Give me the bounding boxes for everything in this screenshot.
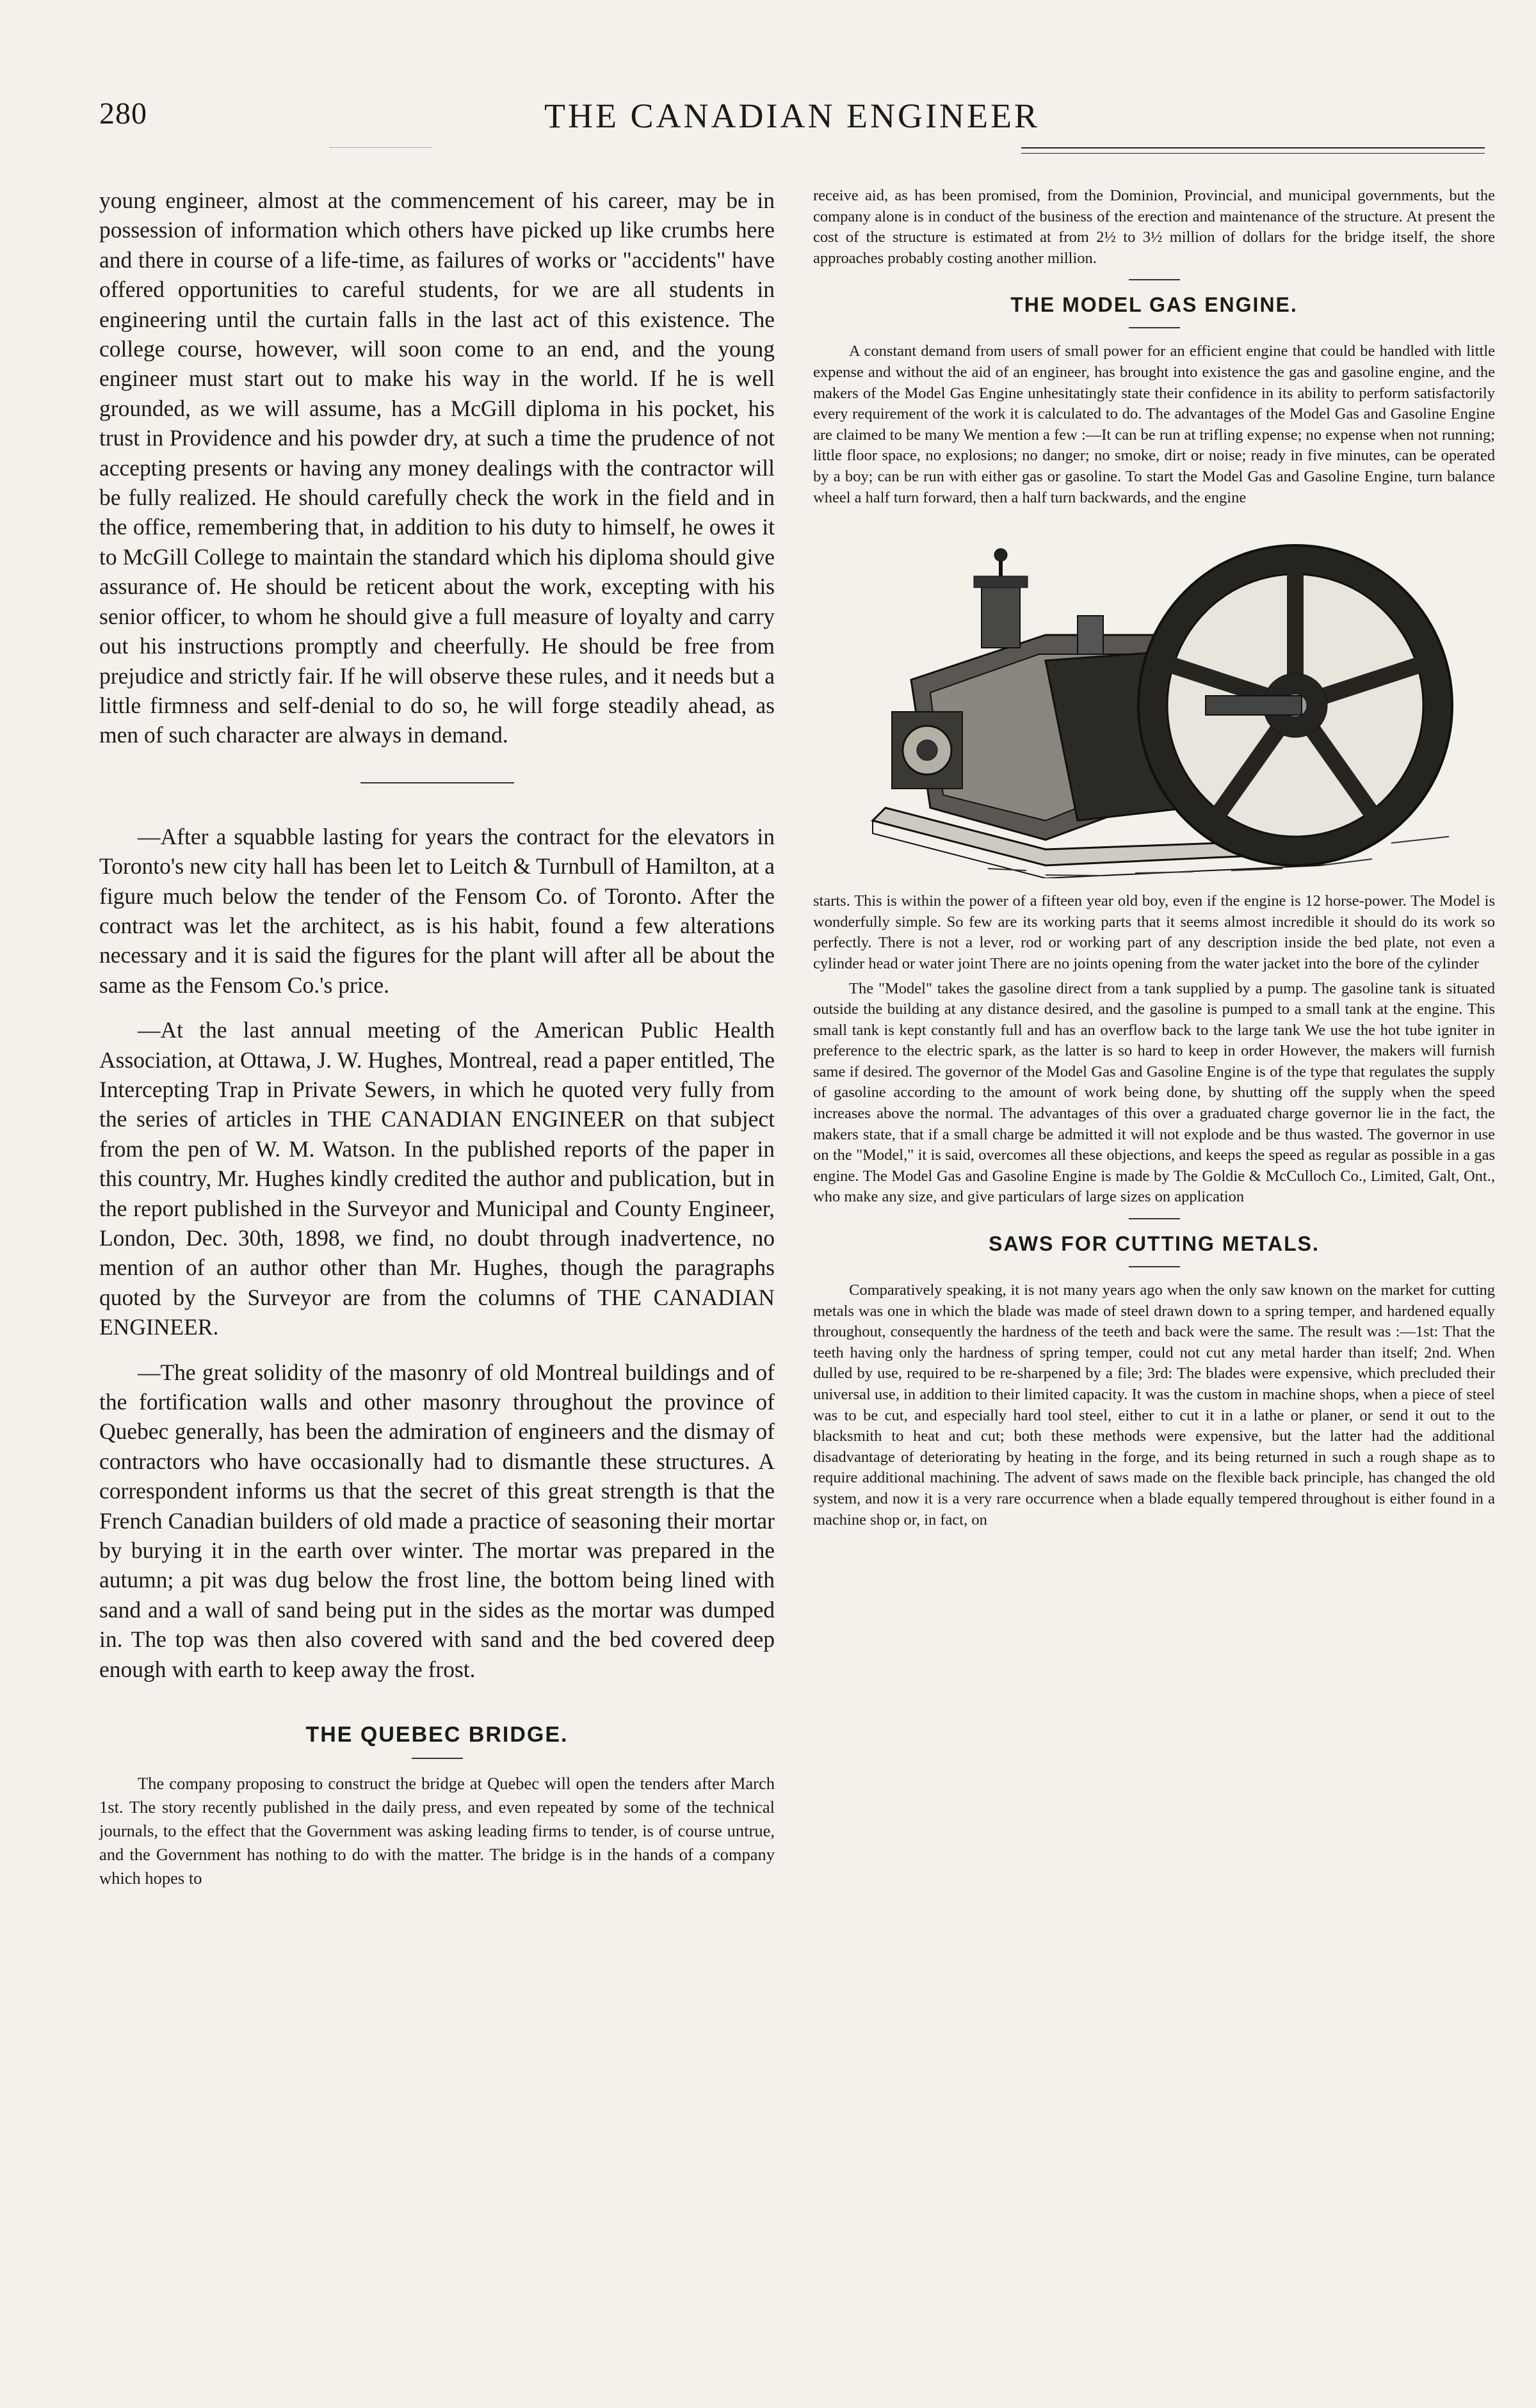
- section-divider: [1129, 279, 1180, 280]
- saws-paragraph: Comparatively speaking, it is not many years ago when the only saw known on the market for cutting metals was one in which the blade was made of steel drawn down to a spring temper, and hardened equally throughout, consequently the hardness of the teeth and back were the same. The result was :—1st: That the teeth having only the hardness of spring temper, could not cut any metal harder than itself; 2nd. When dulled by use, required to be re-sharpened by a file; 3rd: The blades were expensive, which precluded their universal use, in addition to their limited capacity. It was the custom in machine shops, when a piece of steel was to be cut, and especially hard tool steel, either to cut it in a lathe or planer, or send it out to the blacksmith to heat and cut; both these methods were expensive, but the latter had the additional disadvantage of deteriorating by heating in the forge, and its being returned in such a rough shape as to require additional machining. The advent of saws made on the flexible back principle, has changed the old system, and now it is a very rare occurrence when a blade equally tempered throughout is either found in a machine shop or, in fact, on: [813, 1281, 1495, 1529]
- quebec-bridge-article: [99, 1722, 775, 1890]
- model-gas-paragraph: A constant demand from users of small power for an efficient engine that could be handled with little expense and without the aid of an engineer, has brought into existence the gas and gasoline engine, and the makers of the Model Gas Engine unhesitatingly state their confidence in its ability to perform satisfactorily every requirement of the work it is calculated to do. The advantages of the Model Gas and Gasoline Engine are claimed to be many We mention a few :—It can be run at trifling expense; no expense when not running; little floor space, no explosions; no danger; no smoke, dirt or noise; ready in five minutes, can be operated by a boy; can be run with either gas or gasoline. To start the Model Gas and Gasoline Engine, turn balance wheel a half turn forward, then a half turn backwards, and the engine: [813, 342, 1495, 506]
- model-gas-paragraph: starts. This is within the power of a fifteen year old boy, even if the engine is 12 horse-power. The Model is wonderfully simple. So few are its working parts that it seems almost incredible it should do its work so perfectly. There is not a lever, rod or working part of any description inside the bed plate, not even a cylinder head or water joint There are no joints opening from the water jacket into the bore of the cylinder: [813, 892, 1495, 972]
- news-item: —After a squabble lasting for years the contract for the elevators in Toronto's new city hall has been let to Leitch & Turnbull of Hamilton, at a figure much below the tender of the Fensom Co. of Toronto. After the contract was let the architect, as is his habit, found a few alterations necessary and it is said the figures for the plant will after all be about the same as the Fensom Co.'s price.: [99, 823, 775, 998]
- header-rule: [1021, 147, 1485, 154]
- news-item: —The great solidity of the masonry of old Montreal buildings and of the fortification walls and other masonry throughout the province of Quebec generally, has been the admiration of engineers and the dismay of contractors who have occasionally had to dismantle these structures. A correspondent informs us that the secret of this great strength is that the French Canadian builders of old made a practice of seasoning their mortar by burying it in the earth over winter. The mortar was prepared in the autumn; a pit was dug below the frost line, the bottom being lined with sand and a wall of sand being put in the sides as the mortar was dumped in. The top was then also covered with sand and the bed covered deep enough with earth to keep away the frost.: [99, 1359, 775, 1682]
- model-gas-paragraph: The "Model" takes the gasoline direct from a tank supplied by a pump. The gasoline tank is situated outside the building at any distance desired, and the gasoline is pumped to a small tank at the engine. This small tank is kept constantly full and has an overflow back to the large tank We use the hot tube igniter in preference to the electric spark, as the latter is so hard to keep in order However, the makers will furnish same if desired. The governor of the Model Gas and Gasoline Engine is of the type that regulates the supply of gasoline according to the amount of work being done, by shutting off the supply when the speed increases above the normal. The advantages of this over a graduated charge governor lie in the fact, the makers state, that if a small charge be admitted it will not explode and be thus wasted. The governor in use on the "Model," it is said, overcomes all these objections, and keeps the speed as regular as possible in a gas engine. The Model Gas and Gasoline Engine is made by The Goldie & McCulloch Co., Limited, Galt, Ont., who make any size, and give particulars of large sizes on application: [813, 979, 1495, 1206]
- quebec-bridge-title: THE QUEBEC BRIDGE.: [305, 1722, 569, 1747]
- section-divider: [1129, 1218, 1180, 1219]
- quebec-bridge-continued: receive aid, as has been promised, from the Dominion, Provincial, and municipal governments, but the company alone is in conduct of the business of the erection and maintenance of the structure. At present the cost of the structure is estimated at from 2½ to 3½ million of dollars for the bridge itself, the shore approaches probably costing another million.: [813, 187, 1495, 267]
- title-rule: [1129, 327, 1180, 328]
- journal-title: THE CANADIAN ENGINEER: [544, 97, 1040, 135]
- header-dotted-rule: [330, 147, 432, 148]
- left-column: [99, 186, 775, 1890]
- page-number: 280: [99, 97, 147, 131]
- page-header: [99, 96, 1485, 141]
- title-rule: [1129, 1266, 1180, 1267]
- article-paragraph: young engineer, almost at the commencement of his career, may be in possession of information which others have picked up like crumbs here and there in course of a life-time, as failures of works or "accidents" have offered opportunities to careful students, for we are all students in engineering until the curtain falls in the last act of this existence. The college course, however, will soon come to an end, and the young engineer must start out to make his way in the world. If he is well grounded, as we will assume, has a McGill diploma in his pocket, his trust in Providence and his powder dry, at such a time the prudence of not accepting presents or having any money dealings with the contractor will be fully realized. He should carefully check the work in the field and in the office, remembering that, in addition to his duty to himself, he owes it to McGill College to maintain the standard which his diploma should give assurance of. He should be reticent about the work, excepting with his senior officer, to whom he should give a full measure of loyalty and carry out his instructions promptly and cheerfully. He should be free from prejudice and strictly fair. If he will observe these rules, and it needs but a little firmness and self-denial to do so, he will forge steadily ahead, as men of such character are always in demand.: [99, 188, 775, 748]
- news-item: —At the last annual meeting of the American Public Health Association, at Ottawa, J. W. Hughes, Montreal, read a paper entitled, The Intercepting Trap in Private Sewers, in which he quoted very fully from the series of articles in THE CANADIAN ENGINEER on that subject from the pen of W. M. Watson. In the published reports of the paper in this country, Mr. Hughes kindly credited the author and publication, but in the report published in the Surveyor and Municipal and County Engineer, London, Dec. 30th, 1898, we find, no doubt through inadvertence, no mention of an author other than Mr. Hughes, though the paragraphs quoted by the Surveyor are from the columns of THE CANADIAN ENGINEER.: [99, 1017, 775, 1340]
- section-divider: [360, 782, 514, 783]
- model-gas-engine-title: THE MODEL GAS ENGINE.: [1010, 293, 1298, 317]
- title-rule: [412, 1758, 463, 1759]
- right-column: [813, 186, 1495, 1534]
- gas-engine-illustration: [834, 520, 1475, 878]
- quebec-bridge-text: The company proposing to construct the bridge at Quebec will open the tenders after March 1st. The story recently published in the daily press, and even repeated by some of the technical journals, to the effect that the Government was asking leading firms to tender, is of course untrue, and the Government has nothing to do with the matter. The bridge is in the hands of a company which hopes to: [99, 1774, 775, 1888]
- saws-for-cutting-metals-title: SAWS FOR CUTTING METALS.: [989, 1232, 1320, 1256]
